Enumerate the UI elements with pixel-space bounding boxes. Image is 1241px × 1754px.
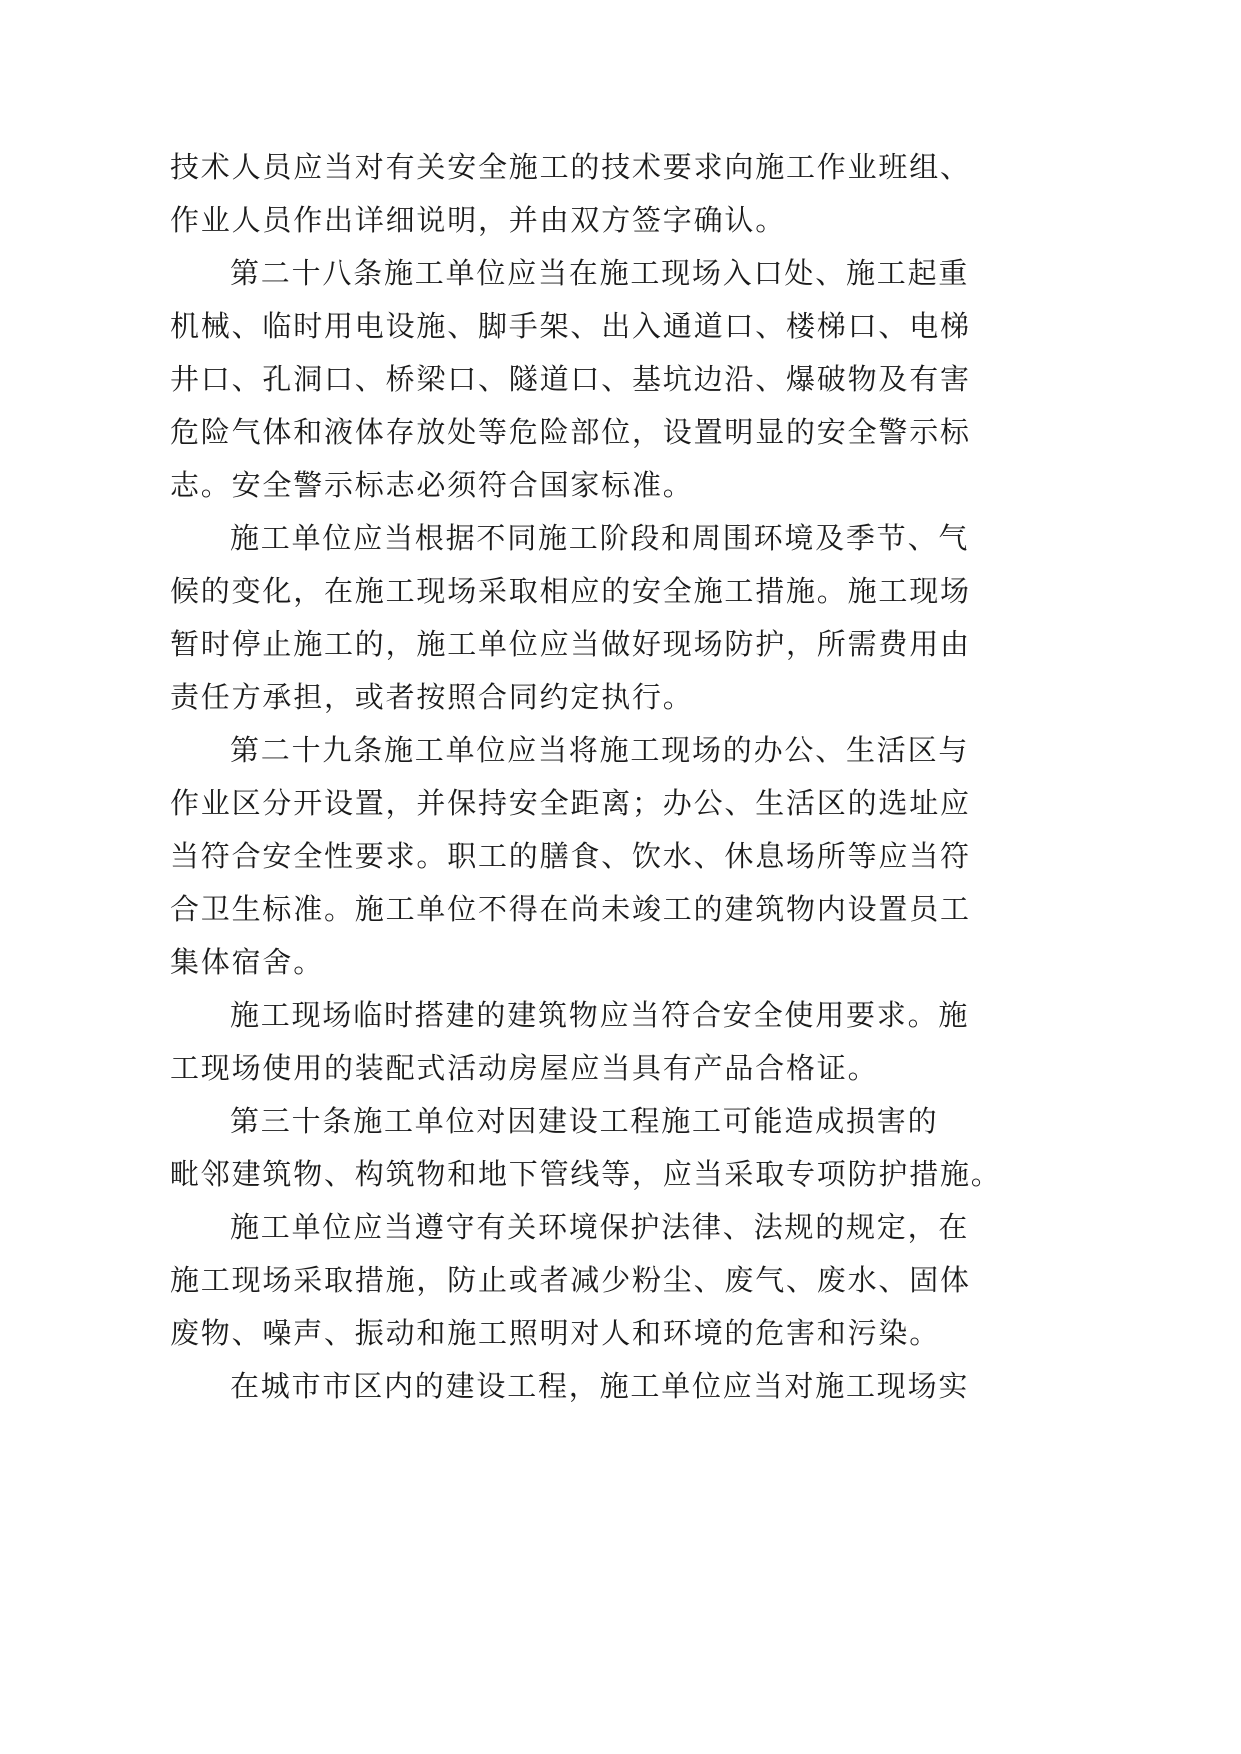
text-line: 井口、孔洞口、桥梁口、隧道口、基坑边沿、爆破物及有害 (170, 362, 971, 396)
text-line: 第三十条施工单位对因建设工程施工可能造成损害的 (230, 1104, 939, 1138)
text-line: 第二十九条施工单位应当将施工现场的办公、生活区与 (230, 733, 970, 767)
text-line: 施工单位应当遵守有关环境保护法律、法规的规定，在 (230, 1210, 970, 1244)
text-line: 志。安全警示标志必须符合国家标准。 (170, 468, 694, 502)
text-line: 当符合安全性要求。职工的膳食、饮水、休息场所等应当符 (170, 839, 971, 873)
text-line: 废物、噪声、振动和施工照明对人和环境的危害和污染。 (170, 1316, 941, 1350)
text-line: 集体宿舍。 (170, 945, 325, 979)
text-line: 技术人员应当对有关安全施工的技术要求向施工作业班组、 (170, 150, 971, 184)
text-line: 危险气体和液体存放处等危险部位，设置明显的安全警示标 (170, 415, 971, 449)
text-line: 工现场使用的装配式活动房屋应当具有产品合格证。 (170, 1051, 879, 1085)
text-line: 暂时停止施工的，施工单位应当做好现场防护，所需费用由 (170, 627, 971, 661)
text-line: 机械、临时用电设施、脚手架、出入通道口、楼梯口、电梯 (170, 309, 971, 343)
text-line: 毗邻建筑物、构筑物和地下管线等，应当采取专项防护措施。 (170, 1157, 1002, 1191)
text-line: 第二十八条施工单位应当在施工现场入口处、施工起重 (230, 256, 970, 290)
text-line: 在城市市区内的建设工程，施工单位应当对施工现场实 (230, 1369, 970, 1403)
text-line: 作业人员作出详细说明，并由双方签字确认。 (170, 203, 787, 237)
text-line: 候的变化，在施工现场采取相应的安全施工措施。施工现场 (170, 574, 971, 608)
text-line: 施工单位应当根据不同施工阶段和周围环境及季节、气 (230, 521, 970, 555)
text-line: 责任方承担，或者按照合同约定执行。 (170, 680, 694, 714)
text-line: 施工现场采取措施，防止或者减少粉尘、废气、废水、固体 (170, 1263, 971, 1297)
text-line: 作业区分开设置，并保持安全距离；办公、生活区的选址应 (170, 786, 971, 820)
document-body (170, 141, 1002, 1413)
text-line: 施工现场临时搭建的建筑物应当符合安全使用要求。施 (230, 998, 970, 1032)
text-line: 合卫生标准。施工单位不得在尚未竣工的建筑物内设置员工 (170, 892, 971, 926)
